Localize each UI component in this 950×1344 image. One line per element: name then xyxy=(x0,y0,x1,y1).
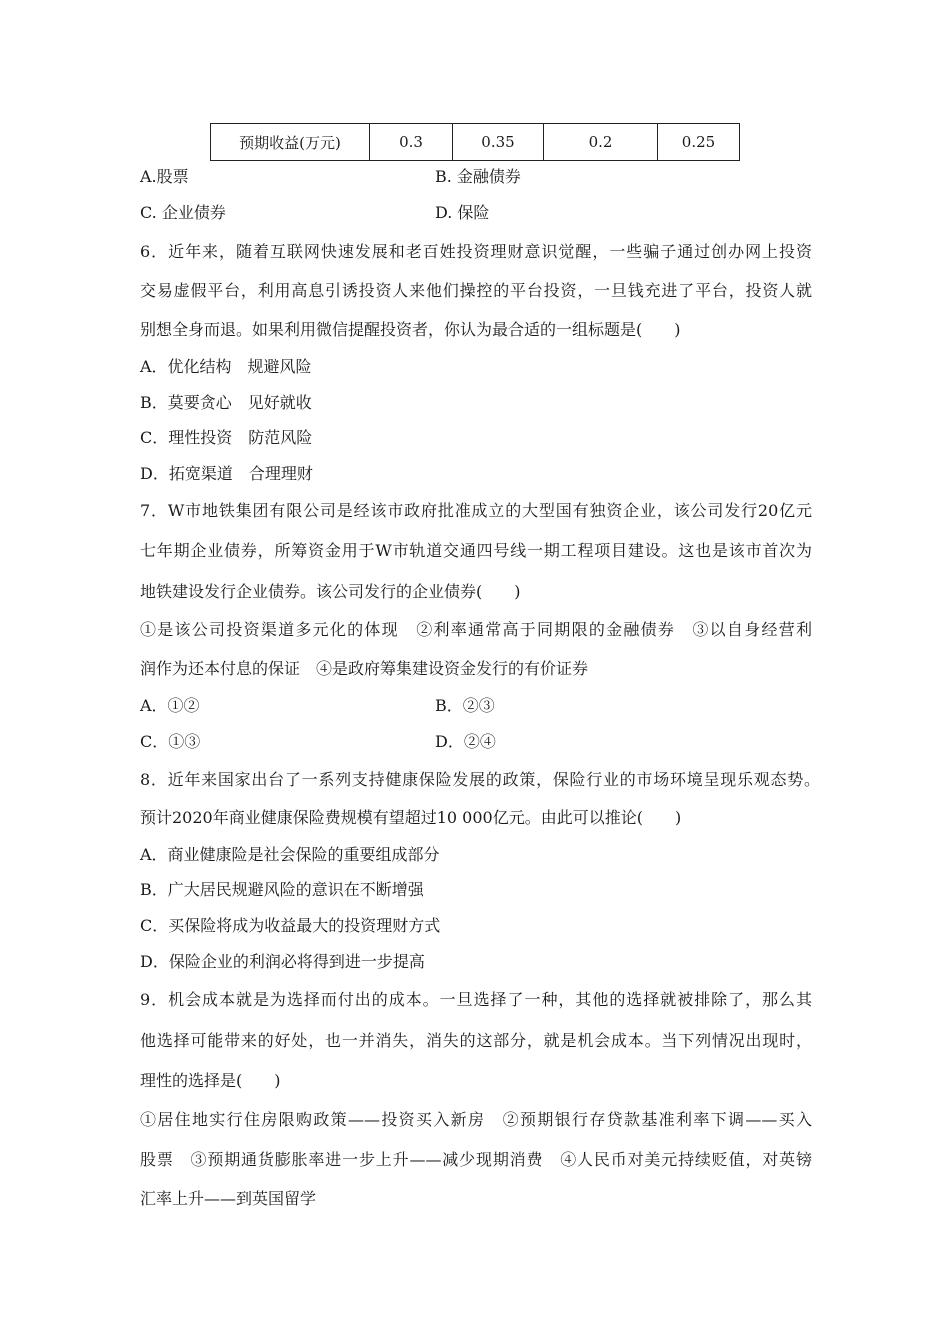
table-cell: 0.35 xyxy=(453,124,544,161)
q6-stem-line-3: 别想全身而退。如果利用微信提醒投资者，你认为最合适的一组标题是( ) xyxy=(140,320,681,339)
q5-option-a: A.股票 xyxy=(140,167,189,186)
q6-stem-line-2: 交易虚假平台，利用高息引诱投资人来他们操控的平台投资，一旦钱充进了平台，投资人就 xyxy=(140,281,812,300)
q7-option-d: D．②④ xyxy=(435,732,496,751)
q7-stem-line-3: 地铁建设发行企业债券。该公司发行的企业债券( ) xyxy=(140,582,521,601)
table-row xyxy=(211,124,740,161)
q8-option-c: C．买保险将成为收益最大的投资理财方式 xyxy=(140,916,441,935)
q7-statements-line-2: 润作为还本付息的保证 ④是政府筹集建设资金发行的有价证券 xyxy=(140,659,589,678)
q6-option-b: B．莫要贪心 见好就收 xyxy=(140,393,312,412)
table-cell: 0.3 xyxy=(370,124,453,161)
q7-option-a: A．①② xyxy=(140,696,200,715)
q7-stem-line-2: 七年期企业债券，所筹资金用于W市轨道交通四号线一期工程项目建设。这也是该市首次为 xyxy=(140,541,812,560)
q9-statements-line-1: ①居住地实行住房限购政策——投资买入新房 ②预期银行存贷款基准利率下调——买入 xyxy=(140,1110,812,1129)
table-row-label: 预期收益(万元) xyxy=(211,124,370,161)
q5-option-b: B. 金融债券 xyxy=(435,167,521,186)
q7-option-b: B．②③ xyxy=(435,696,495,715)
q6-option-c: C．理性投资 防范风险 xyxy=(140,428,313,447)
q9-stem-line-2: 他选择可能带来的好处，也一并消失，消失的这部分，就是机会成本。当下列情况出现时， xyxy=(140,1031,812,1050)
q8-stem-line-1: 8．近年来国家出台了一系列支持健康保险发展的政策，保险行业的市场环境呈现乐观态势。 xyxy=(140,770,820,789)
q9-statements-line-2: 股票 ③预期通货膨胀率进一步上升——减少现期消费 ④人民币对美元持续贬值，对英镑 xyxy=(140,1150,812,1169)
table-cell: 0.25 xyxy=(658,124,740,161)
q8-option-b: B．广大居民规避风险的意识在不断增强 xyxy=(140,880,424,899)
q8-stem-line-2: 预计2020年商业健康保险费规模有望超过10 000亿元。由此可以推论( ) xyxy=(140,808,682,827)
q5-option-d: D. 保险 xyxy=(435,203,490,222)
q7-option-c: C．①③ xyxy=(140,732,201,751)
q9-stem-line-3: 理性的选择是( ) xyxy=(140,1071,281,1090)
q9-statements-line-3: 汇率上升——到英国留学 xyxy=(140,1189,317,1208)
q7-stem-line-1: 7．W市地铁集团有限公司是经该市政府批准成立的大型国有独资企业，该公司发行20亿元 xyxy=(140,501,812,520)
q5-option-c: C. 企业债券 xyxy=(140,203,226,222)
q9-stem-line-1: 9．机会成本就是为选择而付出的成本。一旦选择了一种，其他的选择就被排除了，那么其 xyxy=(140,990,812,1009)
q8-option-a: A．商业健康险是社会保险的重要组成部分 xyxy=(140,845,440,864)
q6-stem-line-1: 6．近年来，随着互联网快速发展和老百姓投资理财意识觉醒，一些骗子通过创办网上投资 xyxy=(140,242,812,261)
table-cell: 0.2 xyxy=(544,124,658,161)
q6-option-d: D．拓宽渠道 合理理财 xyxy=(140,464,313,483)
q6-option-a: A．优化结构 规避风险 xyxy=(140,357,312,376)
expected-income-table xyxy=(210,123,740,161)
q8-option-d: D．保险企业的利润必将得到进一步提高 xyxy=(140,952,425,971)
q7-statements-line-1: ①是该公司投资渠道多元化的体现 ②利率通常高于同期限的金融债券 ③以自身经营利 xyxy=(140,620,812,639)
